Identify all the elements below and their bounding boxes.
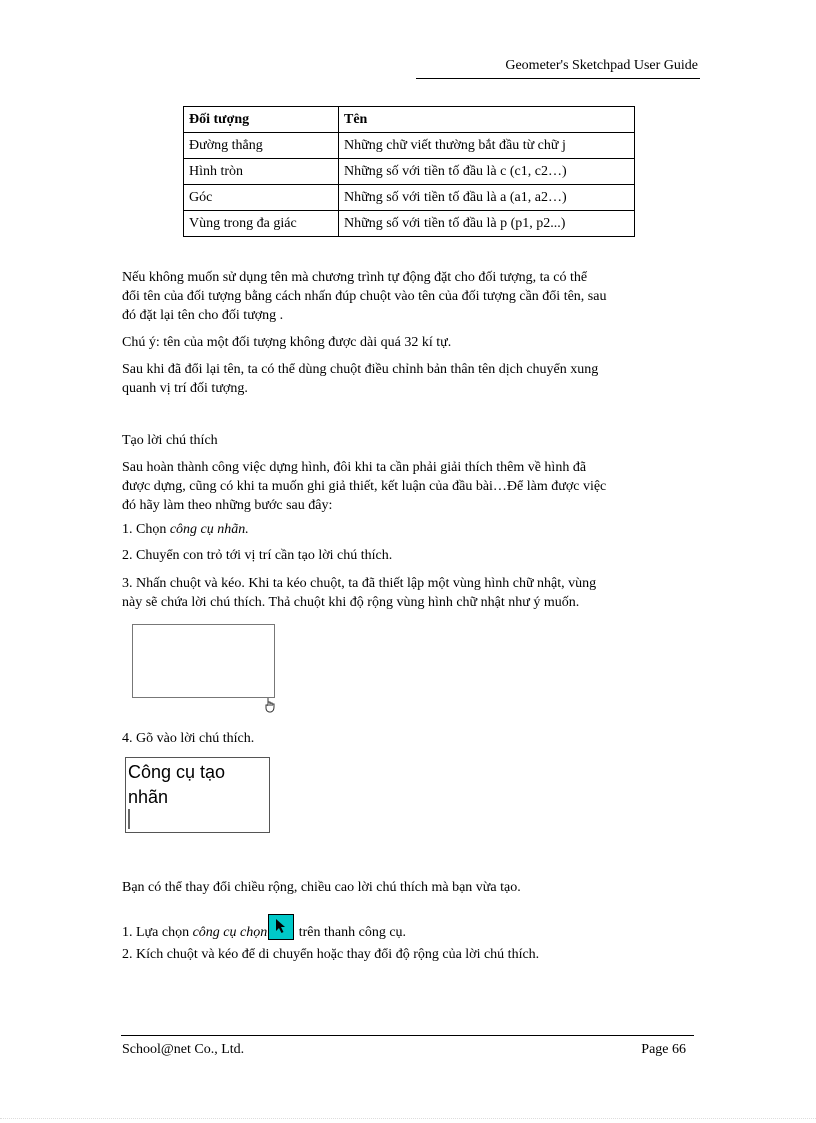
tool-name: công cụ nhãn. [169,522,249,537]
text-line: đó hãy làm theo những bước sau đây: [122,498,333,513]
table-header-cell: Tên [339,107,635,133]
object-names-table [183,106,635,237]
header-rule [416,78,700,79]
resize-step-1 [122,914,692,942]
drag-rectangle-illustration [132,624,275,698]
text-line: Sau hoàn thành công việc dựng hình, đôi khi ta cần phải giải thích thêm về hình đã [122,460,587,475]
table-cell: Vùng trong đa giác [184,211,339,237]
step-4: 4. Gõ vào lời chú thích. [122,731,255,746]
text-line: nhãn [128,787,169,807]
table-cell: Những chữ viết thường bắt đầu từ chữ j [339,133,635,159]
text-line: đó đặt lại tên cho đối tượng . [122,308,284,323]
table-cell: Những số với tiền tố đầu là a (a1, a2…) [339,185,635,211]
step-text: 1. Chọn [122,522,170,537]
footer-rule [121,1035,694,1036]
arrow-pointer-icon [268,914,294,940]
table-row [184,159,635,185]
footer-company: School@net Co., Ltd. [122,1042,245,1057]
text-line: được dựng, cũng có khi ta muốn ghi giả thiết, kết luận của đầu bài…Để làm được việc [122,479,607,494]
text-line: Nếu không muốn sử dụng tên mà chương trình tự động đặt cho đối tượng, ta có thể [122,270,588,285]
table-cell: Những số với tiền tố đầu là p (p1, p2...) [339,211,635,237]
table-row [184,211,635,237]
text-caret [128,809,130,829]
table-cell: Đường thẳng [184,133,339,159]
text-line: quanh vị trí đối tượng. [122,381,248,396]
text-line: đổi tên của đối tượng bằng cách nhấn đúp chuột vào tên của đối tượng cần đổi tên, sau [122,289,607,304]
step-1 [122,520,692,539]
hand-cursor-icon [264,697,278,713]
step-2: 2. Chuyển con trỏ tới vị trí cần tạo lời chú thích. [122,548,393,563]
table-cell: Hình tròn [184,159,339,185]
section-title: Tạo lời chú thích [122,433,218,448]
table-cell: Góc [184,185,339,211]
running-header: Geometer's Sketchpad User Guide [505,58,698,73]
table-row [184,185,635,211]
table-cell: Những số với tiền tố đầu là c (c1, c2…) [339,159,635,185]
table-row [184,133,635,159]
caption-intro-paragraph [122,458,692,515]
step-text: trên thanh công cụ. [295,925,407,940]
table-header-cell: Đối tượng [184,107,339,133]
tool-name: công cụ chọn [192,925,268,940]
caption-text [128,760,225,810]
text-line: Công cụ tạo [128,762,226,782]
step-text: 1. Lựa chọn [122,925,193,940]
resize-intro: Bạn có thể thay đổi chiều rộng, chiều cao lời chú thích mà bạn vừa tạo. [122,880,521,895]
text-line: này sẽ chứa lời chú thích. Thả chuột khi độ rộng vùng hình chữ nhật như ý muốn. [122,595,580,610]
page-number: Page 66 [641,1042,686,1057]
step-3 [122,574,692,612]
table-header-row [184,107,635,133]
note-paragraph: Chú ý: tên của một đối tượng không được dài quá 32 kí tự. [122,335,452,350]
move-label-paragraph [122,360,692,398]
page-edge [0,1118,816,1119]
text-line: Sau khi đã đổi lại tên, ta có thể dùng chuột điều chỉnh bản thân tên dịch chuyển xung [122,362,599,377]
rename-paragraph [122,268,692,325]
resize-step-2: 2. Kích chuột và kéo để di chuyển hoặc thay đổi độ rộng của lời chú thích. [122,947,540,962]
text-line: 3. Nhấn chuột và kéo. Khi ta kéo chuột, ta đã thiết lập một vùng hình chữ nhật, vùng [122,576,597,591]
